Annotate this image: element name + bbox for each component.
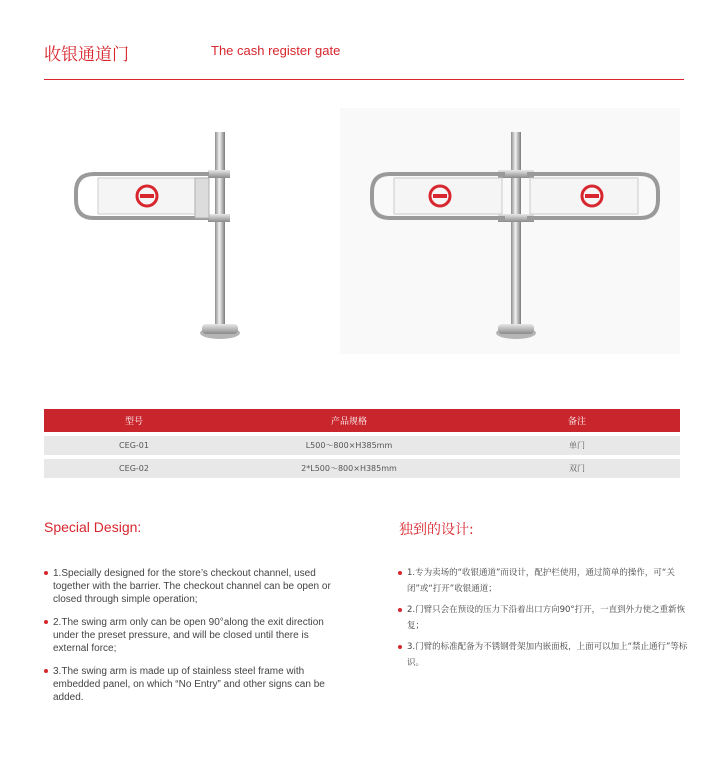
cell-model: CEG-01	[44, 436, 224, 455]
list-item: 2.The swing arm only can be open 90°along the exit direction under the preset pressure, and will be closed until there is external force;	[44, 616, 332, 655]
design-list-cn	[398, 565, 688, 676]
list-item: 3.门臂的标准配备为不锈钢骨架加内嵌面板，上面可以加上“禁止通行”等标识。	[398, 639, 688, 671]
cell-remark: 双门	[474, 459, 680, 478]
page-title-cn: 收银通道门	[44, 45, 129, 65]
header	[44, 38, 684, 80]
double-gate-image	[340, 108, 680, 354]
page-title-en: The cash register gate	[211, 43, 341, 58]
single-gate-image	[44, 108, 334, 354]
design-list-en	[44, 567, 332, 714]
header-remark: 备注	[474, 409, 680, 432]
header-spec: 产品规格	[224, 409, 474, 432]
cell-spec: L500～800×H385mm	[224, 436, 474, 455]
table-row	[44, 436, 680, 455]
list-item: 1.Specially designed for the store’s checkout channel, used together with the barrier. The checkout channel can be open or closed through simple operation;	[44, 567, 332, 606]
cell-remark: 单门	[474, 436, 680, 455]
header-model: 型号	[44, 409, 224, 432]
cell-spec: 2*L500～800×H385mm	[224, 459, 474, 478]
list-item: 2.门臂只会在预设的压力下沿着出口方向90°打开，一直到外力使之重新恢复；	[398, 602, 688, 634]
spec-table	[44, 405, 680, 482]
table-header-row	[44, 409, 680, 432]
special-design-title-cn: 独到的设计:	[399, 522, 474, 538]
special-design-title-en: Special Design:	[44, 519, 142, 535]
cell-model: CEG-02	[44, 459, 224, 478]
table-row	[44, 459, 680, 478]
list-item: 3.The swing arm is made up of stainless steel frame with embedded panel, on which “No Entry” and other signs can be added.	[44, 665, 332, 704]
list-item: 1.专为卖场的“收银通道”而设计，配护栏使用，通过简单的操作，可“关闭”或“打开”收银通道；	[398, 565, 688, 597]
